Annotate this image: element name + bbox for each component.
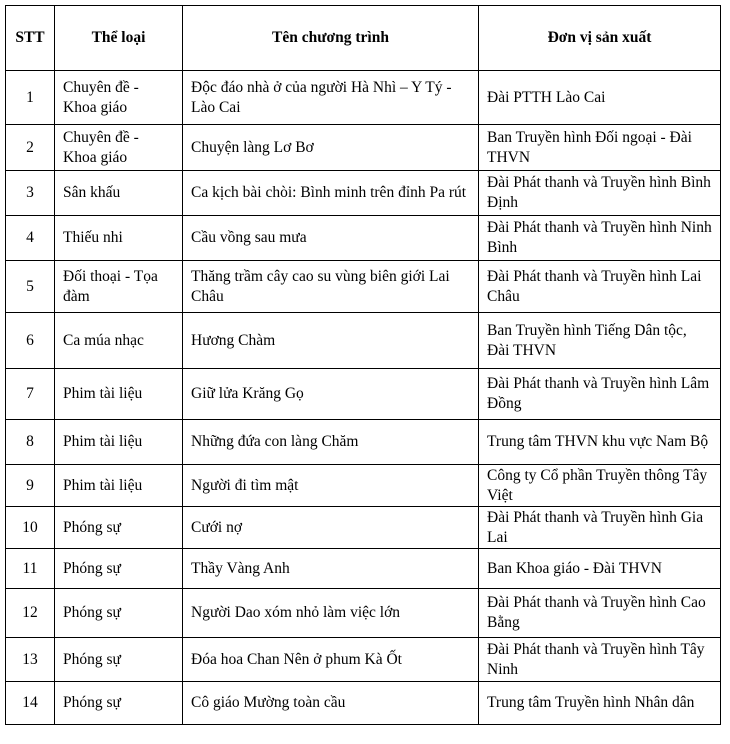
cell-stt: 7: [6, 369, 55, 420]
cell-program-name: Đóa hoa Chan Nên ở phum Kà Ốt: [183, 638, 479, 682]
cell-program-name: Người đi tìm mật: [183, 465, 479, 507]
cell-stt: 9: [6, 465, 55, 507]
table-row: [6, 71, 721, 125]
cell-category: Đối thoại - Tọa đàm: [55, 261, 183, 313]
cell-producer: Công ty Cổ phần Truyền thông Tây Việt: [479, 465, 721, 507]
cell-program-name: Người Dao xóm nhỏ làm việc lớn: [183, 589, 479, 638]
table-row: [6, 589, 721, 638]
cell-stt: 8: [6, 420, 55, 465]
cell-stt: 10: [6, 507, 55, 549]
cell-category: Phóng sự: [55, 682, 183, 725]
cell-program-name: Hương Chàm: [183, 313, 479, 369]
cell-category: Phóng sự: [55, 589, 183, 638]
cell-program-name: Cầu vồng sau mưa: [183, 216, 479, 261]
cell-category: Sân khấu: [55, 171, 183, 216]
table-row: [6, 261, 721, 313]
cell-program-name: Độc đáo nhà ở của người Hà Nhì – Y Tý - Lào Cai: [183, 71, 479, 125]
cell-program-name: Cưới nợ: [183, 507, 479, 549]
cell-stt: 2: [6, 125, 55, 171]
table-row: [6, 465, 721, 507]
cell-program-name: Ca kịch bài chòi: Bình minh trên đỉnh Pa rút: [183, 171, 479, 216]
cell-producer: Ban Truyền hình Đối ngoại - Đài THVN: [479, 125, 721, 171]
cell-category: Chuyên đề - Khoa giáo: [55, 125, 183, 171]
cell-category: Phóng sự: [55, 507, 183, 549]
header-stt: STT: [6, 6, 55, 71]
header-category: Thể loại: [55, 6, 183, 71]
cell-program-name: Chuyện làng Lơ Bơ: [183, 125, 479, 171]
cell-program-name: Cô giáo Mường toàn cầu: [183, 682, 479, 725]
cell-producer: Đài Phát thanh và Truyền hình Ninh Bình: [479, 216, 721, 261]
cell-stt: 12: [6, 589, 55, 638]
table-row: [6, 216, 721, 261]
cell-producer: Đài PTTH Lào Cai: [479, 71, 721, 125]
table-row: [6, 682, 721, 725]
cell-stt: 4: [6, 216, 55, 261]
cell-program-name: Thầy Vàng Anh: [183, 549, 479, 589]
cell-category: Chuyên đề - Khoa giáo: [55, 71, 183, 125]
cell-stt: 14: [6, 682, 55, 725]
cell-stt: 3: [6, 171, 55, 216]
cell-producer: Đài Phát thanh và Truyền hình Gia Lai: [479, 507, 721, 549]
table-row: [6, 313, 721, 369]
cell-producer: Trung tâm Truyền hình Nhân dân: [479, 682, 721, 725]
table-row: [6, 549, 721, 589]
cell-category: Ca múa nhạc: [55, 313, 183, 369]
cell-producer: Đài Phát thanh và Truyền hình Tây Ninh: [479, 638, 721, 682]
cell-category: Thiếu nhi: [55, 216, 183, 261]
cell-producer: Ban Truyền hình Tiếng Dân tộc, Đài THVN: [479, 313, 721, 369]
cell-program-name: Những đứa con làng Chăm: [183, 420, 479, 465]
cell-category: Phóng sự: [55, 549, 183, 589]
cell-producer: Đài Phát thanh và Truyền hình Lai Châu: [479, 261, 721, 313]
cell-program-name: Giữ lửa Krăng Gọ: [183, 369, 479, 420]
table-row: [6, 638, 721, 682]
cell-category: Phim tài liệu: [55, 369, 183, 420]
program-table: [5, 5, 721, 725]
cell-program-name: Thăng trầm cây cao su vùng biên giới Lai Châu: [183, 261, 479, 313]
header-row: [6, 6, 721, 71]
cell-category: Phim tài liệu: [55, 420, 183, 465]
cell-stt: 6: [6, 313, 55, 369]
header-program-name: Tên chương trình: [183, 6, 479, 71]
cell-producer: Đài Phát thanh và Truyền hình Bình Định: [479, 171, 721, 216]
table-row: [6, 420, 721, 465]
cell-stt: 5: [6, 261, 55, 313]
cell-stt: 11: [6, 549, 55, 589]
cell-category: Phim tài liệu: [55, 465, 183, 507]
cell-producer: Đài Phát thanh và Truyền hình Lâm Đồng: [479, 369, 721, 420]
cell-producer: Ban Khoa giáo - Đài THVN: [479, 549, 721, 589]
cell-stt: 1: [6, 71, 55, 125]
table-row: [6, 171, 721, 216]
table-row: [6, 369, 721, 420]
cell-stt: 13: [6, 638, 55, 682]
table-row: [6, 125, 721, 171]
cell-producer: Đài Phát thanh và Truyền hình Cao Bằng: [479, 589, 721, 638]
cell-category: Phóng sự: [55, 638, 183, 682]
table-row: [6, 507, 721, 549]
header-producer: Đơn vị sản xuất: [479, 6, 721, 71]
cell-producer: Trung tâm THVN khu vực Nam Bộ: [479, 420, 721, 465]
